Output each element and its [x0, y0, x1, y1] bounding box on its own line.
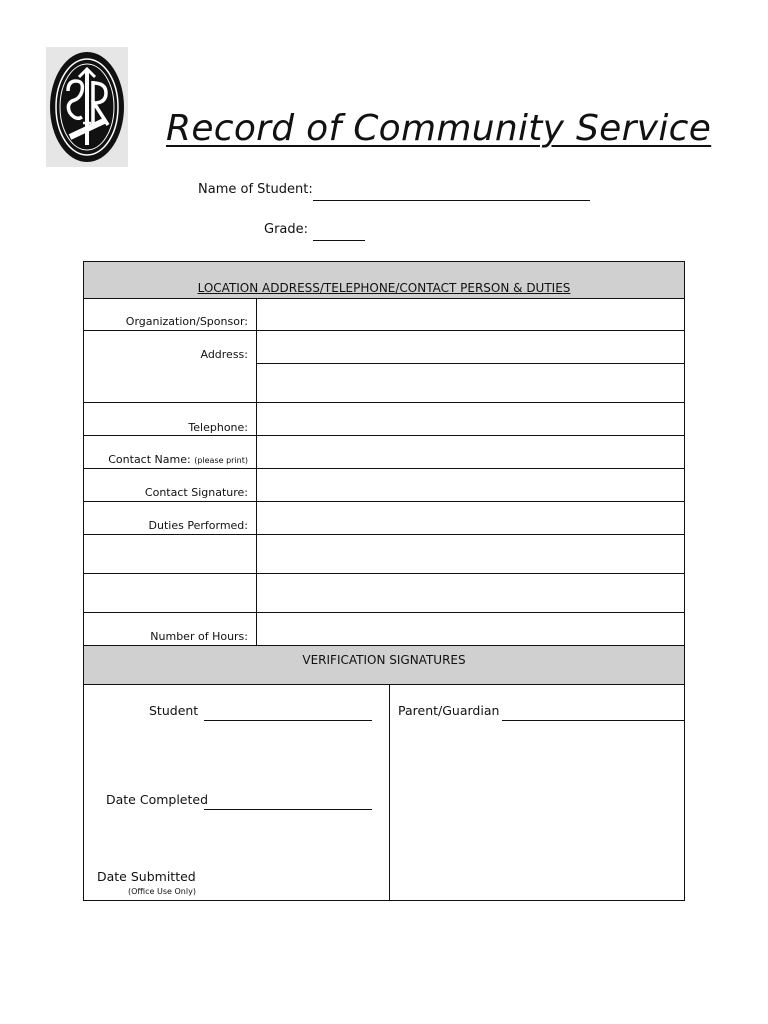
student-signature-label: Student [149, 703, 199, 718]
section-location-heading [84, 262, 684, 299]
row-divider [84, 435, 684, 436]
row-divider [84, 612, 684, 613]
telephone-label: Telephone: [188, 421, 248, 434]
row-divider [84, 330, 684, 331]
section-verification-heading-text: VERIFICATION SIGNATURES [302, 653, 466, 667]
page-title: Record of Community Service [166, 108, 712, 149]
contact-name-label-text: Contact Name: [108, 453, 191, 466]
grade-label: Grade: [264, 222, 309, 237]
duties-label: Duties Performed: [148, 519, 248, 532]
row-divider [256, 363, 684, 364]
section-verification-heading [84, 645, 684, 685]
row-divider [84, 573, 684, 574]
address-label: Address: [200, 348, 248, 361]
student-signature-field[interactable] [204, 720, 372, 721]
please-print-note: (please print) [194, 456, 248, 465]
section-location-heading-text: LOCATION ADDRESS/TELEPHONE/CONTACT PERSON & DUTIES [197, 281, 571, 295]
row-divider [84, 534, 684, 535]
school-logo [46, 47, 128, 167]
student-name-label: Name of Student: [198, 182, 313, 197]
school-seal-icon [46, 47, 128, 167]
hours-label: Number of Hours: [150, 630, 248, 643]
date-submitted-label: Date Submitted [97, 869, 196, 884]
row-divider [84, 501, 684, 502]
student-name-field[interactable] [313, 200, 590, 201]
date-completed-field[interactable] [204, 809, 372, 810]
service-form-table [83, 261, 685, 901]
label-column-divider [256, 299, 257, 645]
row-divider [84, 468, 684, 469]
organization-label: Organization/Sponsor: [125, 315, 248, 328]
date-completed-label: Date Completed [106, 792, 209, 807]
parent-signature-field[interactable] [502, 720, 684, 721]
parent-signature-label: Parent/Guardian [398, 703, 500, 718]
contact-signature-label: Contact Signature: [144, 486, 248, 499]
contact-name-label [108, 453, 248, 466]
row-divider [84, 402, 684, 403]
grade-field[interactable] [313, 240, 365, 241]
office-use-note: (Office Use Only) [128, 887, 196, 896]
verification-column-divider [389, 685, 390, 900]
